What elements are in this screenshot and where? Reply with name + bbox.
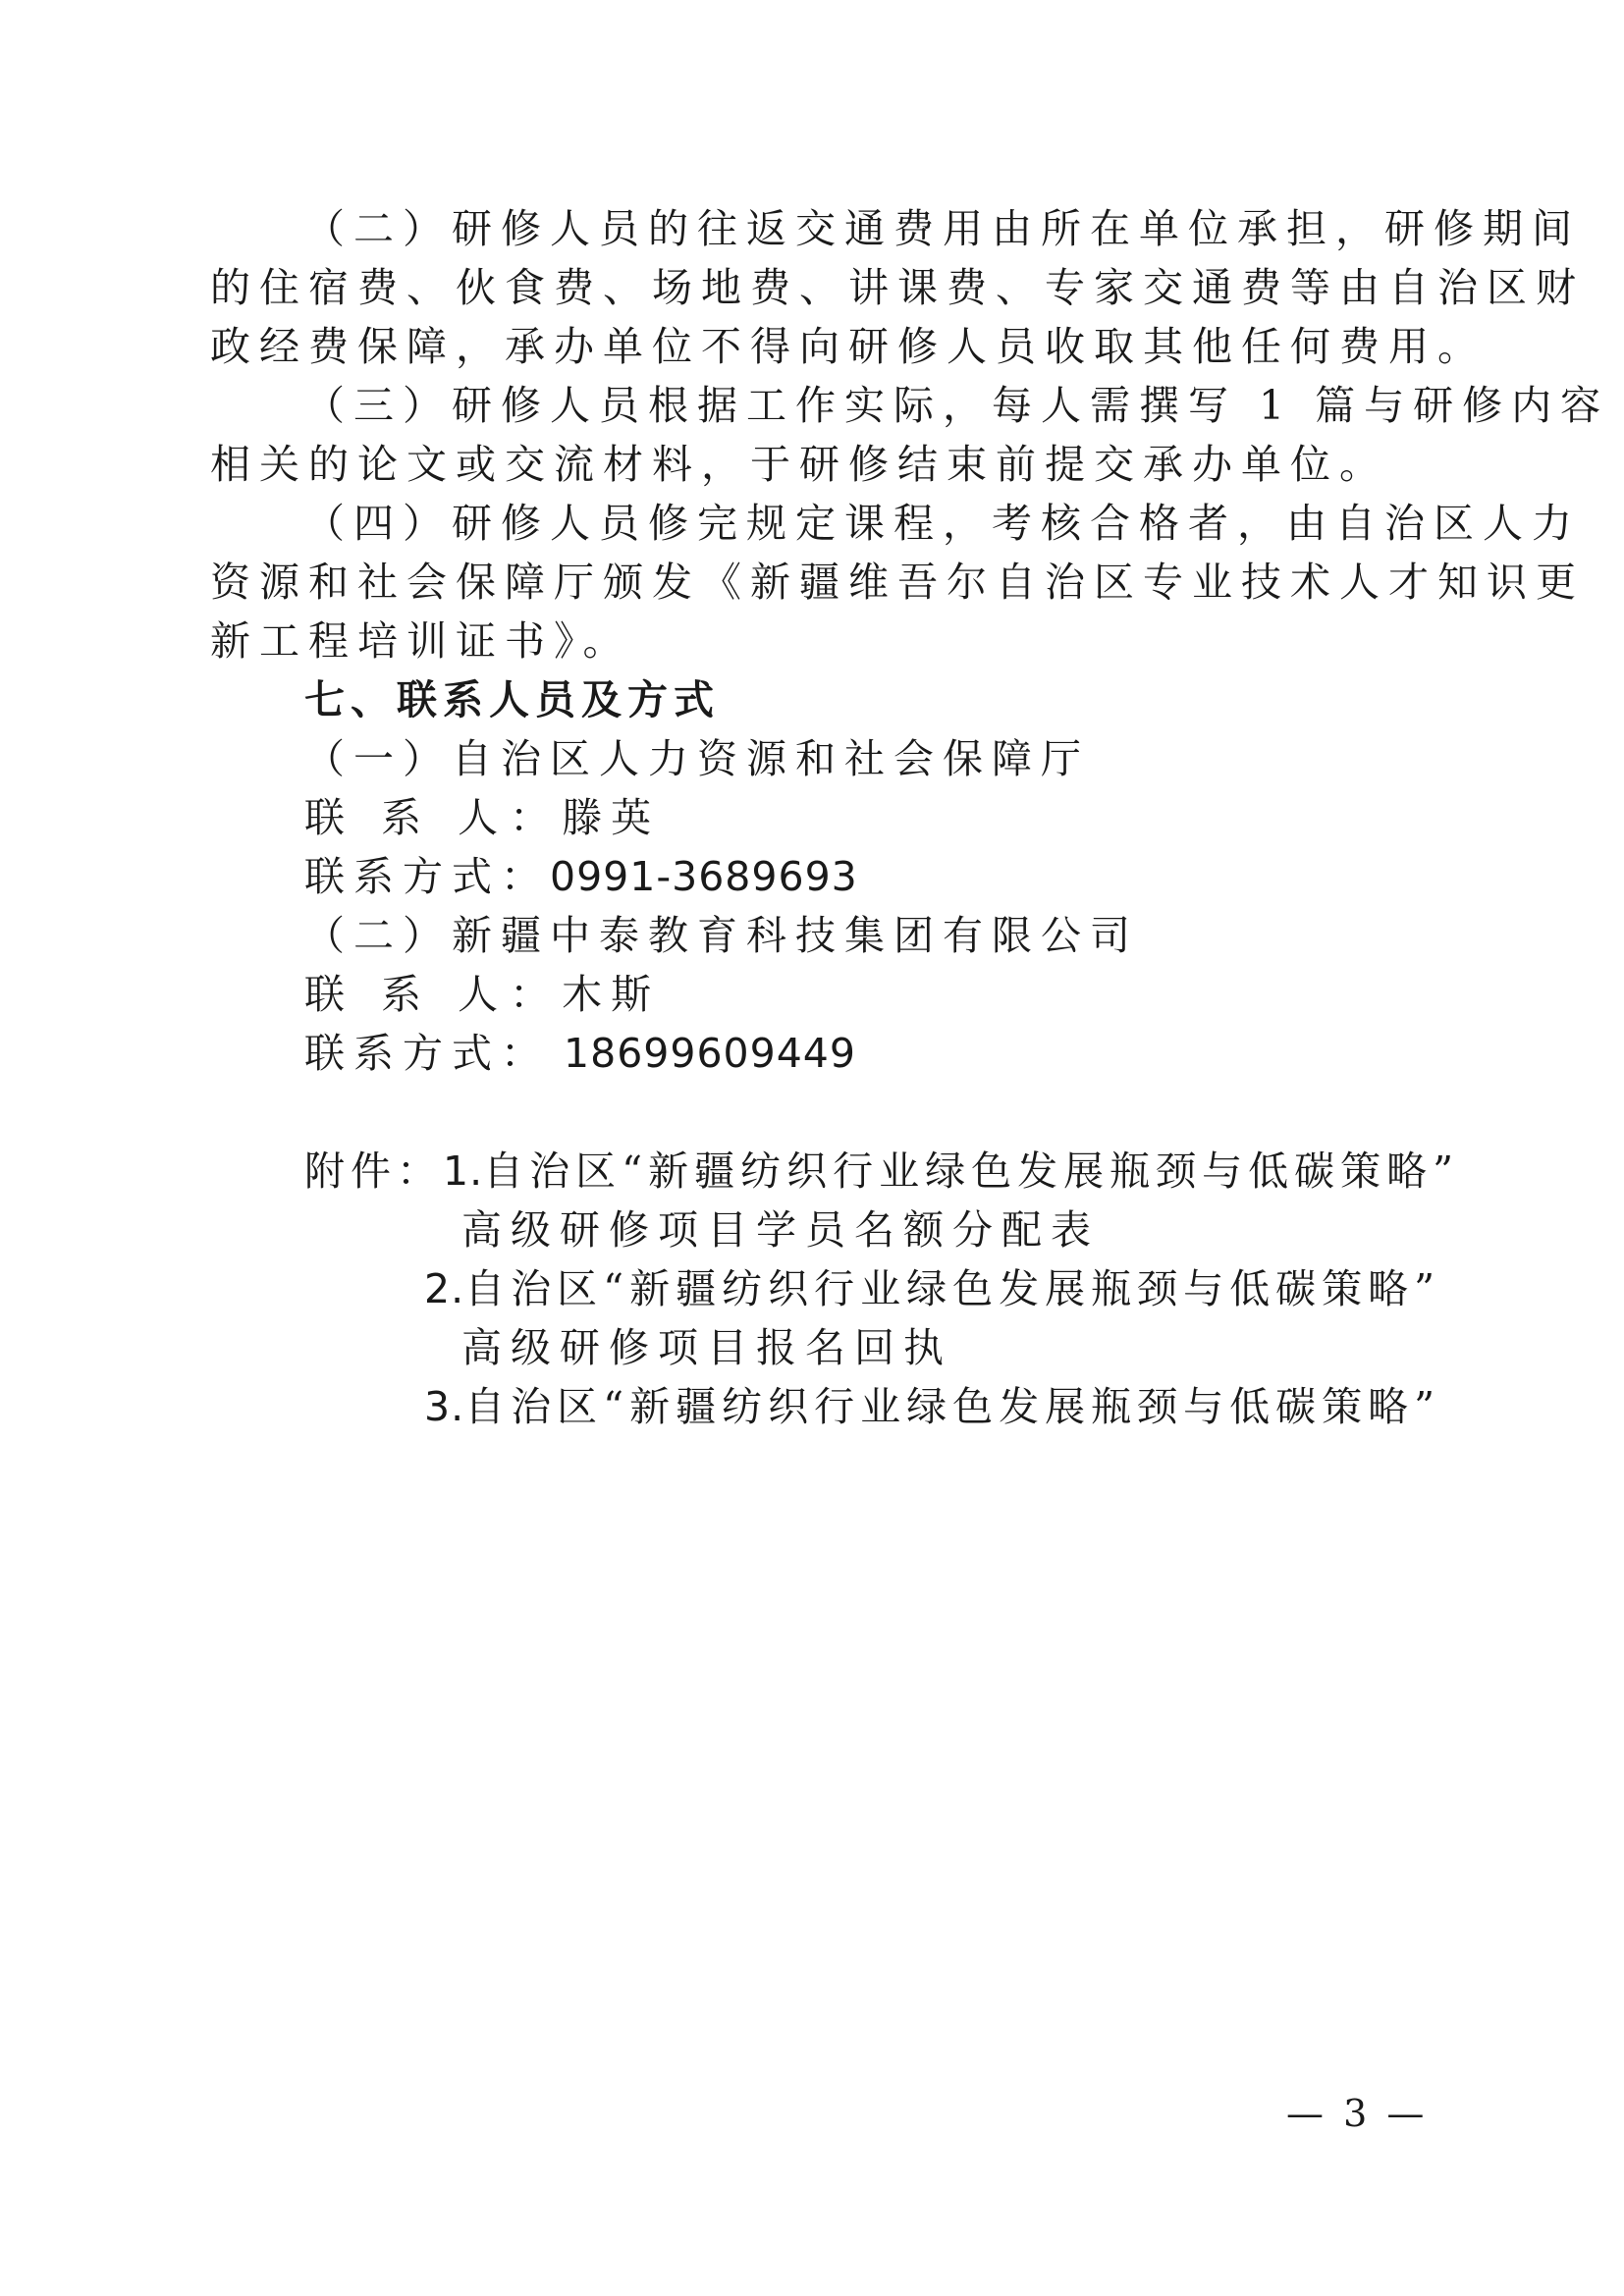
- paragraph-item-2-line-1: （二）研修人员的往返交通费用由所在单位承担，研修期间: [304, 205, 1581, 252]
- paragraph-item-3-line-1: （三）研修人员根据工作实际，每人需撰写 1 篇与研修内容: [304, 382, 1610, 429]
- paragraph-item-2-line-2: 的住宿费、伙食费、场地费、讲课费、专家交通费等由自治区财: [210, 264, 1585, 311]
- contact-method-row-2: [304, 1024, 1522, 1083]
- paragraph-item-2-line-3: 政经费保障，承办单位不得向研修人员收取其他任何费用。: [210, 323, 1487, 370]
- attachment-subtitle-1: 高级研修项目学员名额分配表: [461, 1206, 1100, 1254]
- paragraph-item-3-line-2: 相关的论文或交流材料，于研修结束前提交承办单位。: [210, 441, 1388, 488]
- paragraph-item-4-line-3: 新工程培训证书》。: [210, 617, 632, 665]
- attachment-number: 3.: [424, 1383, 465, 1430]
- contact-person-name: 木斯: [562, 971, 661, 1018]
- paragraph-item-4-line-1: （四）研修人员修完规定课程，考核合格者，由自治区人力: [304, 500, 1581, 547]
- contact-method-row-1: [304, 847, 1522, 906]
- contact-method-label: 联系方式：: [304, 1030, 550, 1077]
- attachment-title: 自治区“新疆纺织行业绿色发展瓶颈与低碳策略”: [483, 1148, 1460, 1195]
- attachment-title: 自治区“新疆纺织行业绿色发展瓶颈与低碳策略”: [464, 1383, 1441, 1430]
- contact-person-label: 联 系 人：: [304, 794, 563, 841]
- contact-person-name: 滕英: [562, 794, 661, 841]
- contact-person-row-1: [304, 788, 1522, 847]
- contact-org-1: （一）自治区人力资源和社会保障厅: [304, 735, 1090, 782]
- contact-phone: 0991-3689693: [550, 853, 858, 900]
- contact-person-row-2: [304, 965, 1522, 1024]
- contact-person-label: 联 系 人：: [304, 971, 563, 1018]
- attachment-number: 2.: [424, 1265, 465, 1312]
- paragraph-item-4-line-2: 资源和社会保障厅颁发《新疆维吾尔自治区专业技术人才知识更: [210, 559, 1585, 606]
- contact-org-2: （二）新疆中泰教育科技集团有限公司: [304, 912, 1139, 959]
- attachment-row-2: [424, 1259, 1624, 1318]
- attachment-number: 1.: [443, 1148, 484, 1195]
- page-number: — 3 —: [1286, 2092, 1429, 2135]
- attachment-row-1: [304, 1142, 1522, 1201]
- contact-method-label: 联系方式：: [304, 853, 550, 900]
- attachment-label: 附件：: [304, 1148, 443, 1195]
- attachment-subtitle-2: 高级研修项目报名回执: [461, 1324, 952, 1371]
- attachment-title: 自治区“新疆纺织行业绿色发展瓶颈与低碳策略”: [464, 1265, 1441, 1312]
- section-heading-contacts: 七、联系人员及方式: [304, 676, 720, 723]
- contact-phone: 18699609449: [550, 1030, 856, 1077]
- attachment-row-3: [424, 1377, 1624, 1436]
